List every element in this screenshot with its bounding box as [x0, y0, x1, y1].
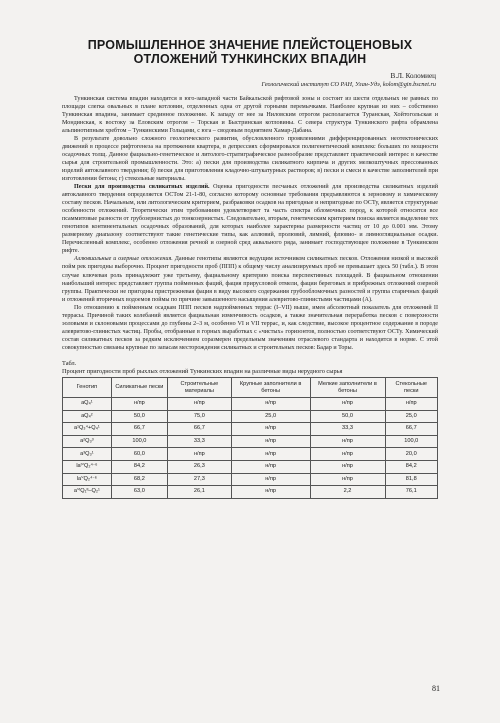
table-genotype-cell: a²Q₃³	[63, 435, 112, 448]
title-line-1: ПРОМЫШЛЕННОЕ ЗНАЧЕНИЕ ПЛЕЙСТОЦЕНОВЫХ	[87, 38, 413, 52]
suitability-table	[62, 377, 438, 499]
table-label: Табл.	[62, 360, 77, 367]
table-row	[63, 448, 438, 461]
table-genotype-cell: laⱽQ₂⁴ᐨ⁶	[63, 473, 112, 486]
table-cell: н/пр	[310, 460, 385, 473]
table-row	[63, 410, 438, 423]
table-title: Процент пригодности проб рыхлых отложений Тункинских впадин на различные виды нерудного сырья	[62, 368, 343, 375]
table-cell: 76,1	[385, 486, 438, 499]
table-row	[63, 423, 438, 436]
table-cell: 50,0	[111, 410, 167, 423]
table-header-cell: Силикатные пески	[111, 378, 167, 398]
table-cell: н/пр	[231, 398, 310, 411]
table-cell: 26,1	[168, 486, 232, 499]
table-cell: 75,0	[168, 410, 232, 423]
table-cell: н/пр	[231, 486, 310, 499]
table-header-cell: Крупные заполнители в бетоны	[231, 378, 310, 398]
table-cell: 25,0	[231, 410, 310, 423]
table-header-cell: Стекольные пески	[385, 378, 438, 398]
table-genotype-cell: aQ₄¹	[63, 398, 112, 411]
table-cell: 100,0	[111, 435, 167, 448]
paragraph-4-body: Данные генотипы являются ведущим источником силикатных песков. Отложения низкой и высокой пойм рек пригодны выборочно. Процент пригодности проб (ППП) к общему числу анализируемых проб не превышает здесь 50 (табл.). В этом случае ключевая роль принадлежит уже третьему, фациальному критерию поиска перспективных площадей. В фациальном отношении наибольший интерес представляет группа пойменных фаций, фация прирусловой отмели, фации береговых и прибрежных отложений озерной группы. Практически не пригодны пристрежневая фация в виду высокого содержания грубообломочных разностей и группа старичных фаций и отложений вторичных водоемов поймы по причине завышенного насыщения алевритово-глинистыми частицами (А).	[62, 256, 439, 303]
table-row	[63, 460, 438, 473]
paragraph-5: По отношению к пойменным осадкам ППП песков надпойменных террас (I–VII) выше, имея абсолютный показатель для отложений II террасы. Причиной таких колебаний является фациальная изменчивость осадков, а также значительная переработка песков с поверхности эоловыми и склоновыми процессами до глубины 2–3 м, особенно VI и VII террас, и, как следствие, высокое процентное содержание в породе алевритово-глинистых частиц. Пробы, отобранные в горных выработках с «чистых» горизонтов, полностью соответствуют ОСТу. Химический состав силикатных песков за редким исключением соразмерен предельным значениям отраслевого стандарта и находится в норме. С этой совокупностью связаны крупные по запасам месторождения силикатных и строительных песков: Бадар и Торы.	[62, 304, 438, 351]
table-header-cell: Генотип	[63, 378, 112, 398]
table-cell: 26,3	[168, 460, 232, 473]
table-cell: 27,3	[168, 473, 232, 486]
paragraph-3	[62, 183, 438, 255]
table-genotype-cell: laᴵⱽQ₂⁴ᐨ⁶	[63, 460, 112, 473]
table-header-cell: Мелкие заполнители в бетоны	[310, 378, 385, 398]
table-cell: 50,0	[310, 410, 385, 423]
table-cell: н/пр	[231, 435, 310, 448]
table-cell: 66,7	[385, 423, 438, 436]
author: В.Л. Коломиец	[390, 72, 436, 80]
table-genotype-cell: a¹Q₃⁴+Q₄¹	[63, 423, 112, 436]
affiliation: Геологический институт СО РАН, Улан-Удэ, kolom@gin.bscnet.ru	[261, 80, 436, 88]
table-cell: н/пр	[168, 448, 232, 461]
paragraph-3-lead: Пески для производства силикатных изделий.	[74, 184, 210, 191]
table-caption	[62, 360, 438, 376]
table-cell: н/пр	[111, 398, 167, 411]
table-header-cell: Строительные материалы	[168, 378, 232, 398]
paragraph-4-lead: Аллювиальные и озерные отложения.	[74, 256, 173, 263]
paragraph-3-body: Оценка пригодности песчаных отложений для производства силикатных изделий автоклавного твердения определяется ОСТом 21-1-80, согласно которому основные требования предъявляются к зерновому и химическому составу песков. Начальным, или литологическим критерием, разбраковки осадков на пригодные и непригодные по ОСТу, является структурные особенности отложений. Теоретически этим требованиям удовлетворяет та часть спектра обломочных пород, к которой относятся все псаммитовые разности от грубозернистых до тонкозернистых. Следовательно, вторым, генетическим критерием поиска является выделение тех генотипов континентальных осадочных образований, для которых наиболее характерны размерности частиц от 10 до 0.001 мм. Этому размерному диапазону соответствуют такие генетические типы, как аллювий, пролювий, лимний, флювио- и лимногляциальные осадки. Перечисленный комплекс, особенно отложения речной и озерной сред аквального ряда, занимает господствующее положение в Тункинском рифте.	[62, 184, 438, 255]
table-cell: н/пр	[231, 460, 310, 473]
table-row	[63, 435, 438, 448]
table-cell: н/пр	[231, 448, 310, 461]
table-cell: н/пр	[231, 423, 310, 436]
table-cell: 20,0	[385, 448, 438, 461]
table-genotype-cell: aQ₄²	[63, 410, 112, 423]
table-cell: 25,0	[385, 410, 438, 423]
table-row	[63, 398, 438, 411]
table-cell: 81,8	[385, 473, 438, 486]
table-cell: 63,0	[111, 486, 167, 499]
table-cell: 33,3	[310, 423, 385, 436]
table-genotype-cell: aⱽᴵQ₁ᴵᴵ–Q₂¹	[63, 486, 112, 499]
table-cell: 84,2	[385, 460, 438, 473]
table-cell: 66,7	[111, 423, 167, 436]
page-number: 81	[432, 684, 440, 693]
table-cell: 33,3	[168, 435, 232, 448]
table-cell: 66,7	[168, 423, 232, 436]
table-cell: н/пр	[385, 398, 438, 411]
table-header-row	[63, 378, 438, 398]
table-cell: н/пр	[310, 398, 385, 411]
paragraph-4	[62, 255, 438, 303]
table-cell: 60,0	[111, 448, 167, 461]
paragraph-1: Тункинская система впадин находится в юго-западной части Байкальской рифтовой зоны и состоит из шести отдельных не равных по площади слегка овальных в плане котловин, отделенных одна от другой горными перемычками. Наиболее крупная из них – собственно Тункинская впадина, занимает срединное положение. К западу от нее за Ниловским отрогом располагается Туранская, Хойтогольская и Мондинская, к востоку за Еловским отрогом – Торская и Быстринская котловины. С севера структура Тункинского рифта обрамлена альпинотипным хребтом – Тункинскими Гольцами, с юга – сводовым поднятием Хамар-Дабана.	[62, 95, 438, 134]
title-line-2: ОТЛОЖЕНИЙ ТУНКИНСКИХ ВПАДИН	[133, 52, 367, 66]
article-title	[62, 38, 438, 66]
table-cell: 84,2	[111, 460, 167, 473]
table-row	[63, 473, 438, 486]
table-cell: н/пр	[310, 473, 385, 486]
table-cell: н/пр	[310, 435, 385, 448]
table-cell: н/пр	[231, 473, 310, 486]
table-row	[63, 486, 438, 499]
table-cell: 68,2	[111, 473, 167, 486]
table-genotype-cell: a³Q₃¹	[63, 448, 112, 461]
table-cell: 100,0	[385, 435, 438, 448]
paragraph-2: В результате довольно сложного геологического развития, обусловленного проявлениями дифференцированных неотектонических движений в процессе рифтогенеза на протяжении квартера, в депрессиях сформировался полигенетический комплекс больших по мощности осадочных толщ. Данное фациально-генетическое и литолого-стратиграфическое разнообразие представляет практический интерес в качестве сырья для строительной промышленности. Это: а) пески для производства силикатного кирпича и других мелкоштучных прессованных изделий автоклавного твердения; б) пески для приготовления кладочно-штукатурных растворов; в) пески и смеси в качестве заполнителей при изготовлении бетона; г) стекольные материалы.	[62, 135, 438, 182]
table-cell: 2,2	[310, 486, 385, 499]
table-cell: н/пр	[168, 398, 232, 411]
table-body	[63, 398, 438, 499]
table-cell: н/пр	[310, 448, 385, 461]
